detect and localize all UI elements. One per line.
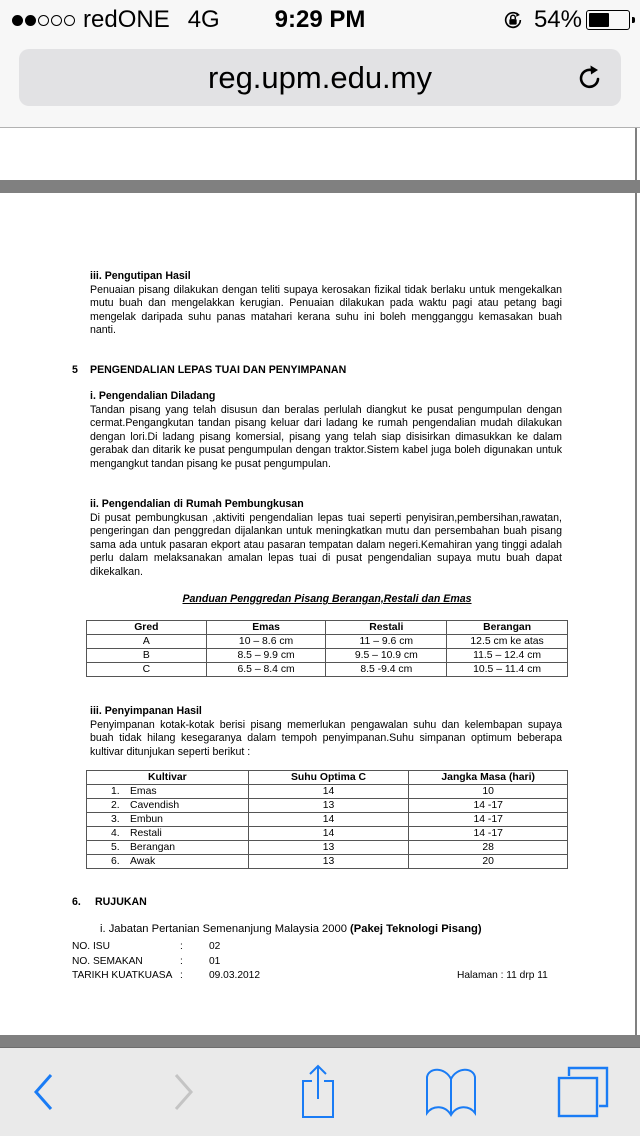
table-row [87, 855, 568, 869]
row-number: 2. [111, 799, 120, 811]
suhu-cell: 14 [248, 813, 409, 827]
footer-sep: : [180, 970, 183, 981]
pembungkusan-body: Di pusat pembungkusan ,aktiviti pengendalian lepas tuai seperti penyisiran,pembersihan,rawatan, pengeringan dan penggredan dijalankan untuk meningkatkan mutu dan persembahan buah pisang sama ada untuk pasaran ekport atau pasaran tempatan dalam negeri.Kemahiran yang tinggi adalah perlu dalam melaksanakan amalan lepas tuai di pusat pengendalian supaya mutu buah dapat dikekalkan. [90, 511, 562, 578]
masa-cell: 14 -17 [409, 827, 568, 841]
battery-nub [632, 17, 635, 23]
table-row [87, 813, 568, 827]
section-6-heading [72, 896, 147, 910]
kultivar-cell [87, 813, 249, 827]
restali-cell: 8.5 -9.4 cm [326, 663, 447, 677]
restali-cell: 9.5 – 10.9 cm [326, 649, 447, 663]
rotation-lock-icon [502, 9, 524, 31]
kultivar-cell [87, 855, 249, 869]
row-number: 1. [111, 785, 120, 797]
reload-icon[interactable] [575, 63, 605, 93]
suhu-cell: 14 [248, 785, 409, 799]
footer-value: 02 [209, 941, 221, 952]
section-number: 5 [72, 364, 78, 376]
footer-revision-no [72, 955, 220, 969]
table-row [87, 635, 568, 649]
share-icon[interactable] [298, 1064, 338, 1120]
status-bar [0, 0, 640, 40]
pembungkusan-heading: ii. Pengendalian di Rumah Pembungkusan [90, 498, 304, 510]
footer-value: 01 [209, 956, 221, 967]
status-right [502, 6, 630, 34]
masa-cell: 14 -17 [409, 813, 568, 827]
berangan-cell: 12.5 cm ke atas [447, 635, 568, 649]
forward-button[interactable] [143, 1048, 223, 1136]
address-bar[interactable] [19, 49, 621, 106]
masa-cell: 14 -17 [409, 799, 568, 813]
pdf-page-separator-bottom [0, 1035, 640, 1047]
kultivar-cell [87, 799, 249, 813]
kultivar-name: Restali [130, 827, 162, 839]
suhu-cell: 13 [248, 799, 409, 813]
restali-cell: 11 – 9.6 cm [326, 635, 447, 649]
battery-fill [589, 13, 609, 27]
penyimpanan-body: Penyimpanan kotak-kotak berisi pisang memerlukan pengawalan suhu dan kelembapan supaya buah tidak hilang kesegaranya dalam tempoh penyimpanan.Suhu simpanan optimum beberapa kultivar ditunjukan seperti berikut : [90, 718, 562, 758]
header-cell: Berangan [447, 621, 568, 635]
battery-percent: 54% [533, 6, 582, 33]
section-title: RUJUKAN [95, 896, 147, 908]
row-number: 4. [111, 827, 120, 839]
masa-cell: 10 [409, 785, 568, 799]
carrier-name: redONE [83, 6, 170, 33]
section-5-heading [72, 364, 346, 378]
header-cell: Kultivar [87, 771, 249, 785]
kultivar-cell [87, 827, 249, 841]
tabs-icon[interactable] [557, 1066, 609, 1118]
reference-item [100, 923, 482, 937]
footer-key: NO. ISU [72, 941, 110, 952]
back-chevron-icon[interactable] [32, 1072, 56, 1112]
url-text[interactable]: reg.upm.edu.my [208, 60, 432, 95]
pengutipan-heading: iii. Pengutipan Hasil [90, 270, 191, 282]
table-row [87, 785, 568, 799]
storage-table [86, 770, 568, 869]
grading-table [86, 620, 568, 677]
row-number: 5. [111, 841, 120, 853]
footer-sep: : [180, 941, 183, 952]
suhu-cell: 13 [248, 855, 409, 869]
diladang-heading: i. Pengendalian Diladang [90, 390, 216, 402]
table-row [87, 663, 568, 677]
row-number: 3. [111, 813, 120, 825]
reference-title: (Pakej Teknologi Pisang) [350, 923, 482, 935]
header-cell: Emas [206, 621, 326, 635]
pengutipan-body: Penuaian pisang dilakukan dengan teliti supaya kerosakan fizikal tidak berlaku untuk mengekalkan mutu buah dan mengelakkan kerugian. Penuaian dilakukan pada waktu pagi atau petang bagi mengelak daripada suhu panas matahari kerana suhu ini boleh mengganggu kemasakan buah nanti. [90, 283, 562, 337]
table-row [87, 799, 568, 813]
header-cell: Suhu Optima C [248, 771, 409, 785]
emas-cell: 10 – 8.6 cm [206, 635, 326, 649]
row-number: 6. [111, 855, 120, 867]
clock: 9:29 PM [274, 6, 366, 33]
masa-cell: 20 [409, 855, 568, 869]
grade-cell: A [87, 635, 207, 649]
grading-table-header [87, 621, 568, 635]
footer-value: 09.03.2012 [209, 970, 260, 981]
kultivar-name: Cavendish [130, 799, 180, 811]
kultivar-name: Emas [130, 785, 157, 797]
bookmarks-book-icon[interactable] [423, 1067, 479, 1117]
grade-cell: C [87, 663, 207, 677]
footer-key: TARIKH KUATKUASA [72, 970, 173, 981]
section-number: 6. [72, 896, 81, 908]
kultivar-name: Berangan [130, 841, 176, 853]
kultivar-cell [87, 841, 249, 855]
berangan-cell: 10.5 – 11.4 cm [447, 663, 568, 677]
page-number: Halaman : 11 drp 11 [457, 970, 548, 981]
kultivar-name: Embun [130, 813, 163, 825]
kultivar-cell [87, 785, 249, 799]
kultivar-name: Awak [130, 855, 156, 867]
bookmarks-button[interactable] [411, 1048, 491, 1136]
pdf-page-edge [635, 128, 637, 1035]
forward-chevron-icon[interactable] [171, 1072, 195, 1112]
penyimpanan-heading: iii. Penyimpanan Hasil [90, 705, 202, 717]
footer-key: NO. SEMAKAN [72, 956, 143, 967]
grade-cell: B [87, 649, 207, 663]
tabs-button[interactable] [543, 1048, 623, 1136]
network-type: 4G [187, 6, 220, 33]
reference-text: i. Jabatan Pertanian Semenanjung Malaysia 2000 [100, 923, 351, 935]
table-row [87, 841, 568, 855]
share-button[interactable] [278, 1048, 358, 1136]
battery-icon [586, 10, 630, 30]
suhu-cell: 13 [248, 841, 409, 855]
safari-toolbar [0, 1048, 640, 1136]
diladang-body: Tandan pisang yang telah disusun dan beralas perlulah diangkut ke pusat pengumpulan dengan cermat.Pengangkutan tandan pisang keluar dari ladang ke rumah pengendalian mudah dilakukan dengan lori.Di ladang pisang komersial, pisang yang telah siap disisirkan dimasukkan ke dalam gerabak dan ditarik ke pusat pengumpulan dengan traktor.Sistem kabel juga boleh digunakan untuk mengangkut tandan pisang ke pusat pengumpulan. [90, 403, 562, 470]
emas-cell: 8.5 – 9.9 cm [206, 649, 326, 663]
table-row [87, 649, 568, 663]
header-cell: Jangka Masa (hari) [409, 771, 568, 785]
berangan-cell: 11.5 – 12.4 cm [447, 649, 568, 663]
suhu-cell: 14 [248, 827, 409, 841]
header-cell: Gred [87, 621, 207, 635]
footer-effective-date [72, 969, 260, 983]
pembungkusan-block [90, 498, 562, 580]
header-cell: Restali [326, 621, 447, 635]
section-title: PENGENDALIAN LEPAS TUAI DAN PENYIMPANAN [90, 364, 347, 376]
masa-cell: 28 [409, 841, 568, 855]
storage-table-body [87, 785, 568, 869]
penyimpanan-block [90, 705, 562, 759]
footer-sep: : [180, 956, 183, 967]
grading-table-title: Panduan Penggredan Pisang Berangan,Restali dan Emas [182, 593, 472, 605]
table-row [87, 827, 568, 841]
storage-table-header [87, 771, 568, 785]
back-button[interactable] [4, 1048, 84, 1136]
web-content[interactable] [0, 128, 640, 1035]
pdf-page-separator [0, 180, 640, 193]
emas-cell: 6.5 – 8.4 cm [206, 663, 326, 677]
pengutipan-block [90, 270, 562, 338]
diladang-block [90, 390, 562, 472]
footer-issue-no [72, 940, 220, 954]
